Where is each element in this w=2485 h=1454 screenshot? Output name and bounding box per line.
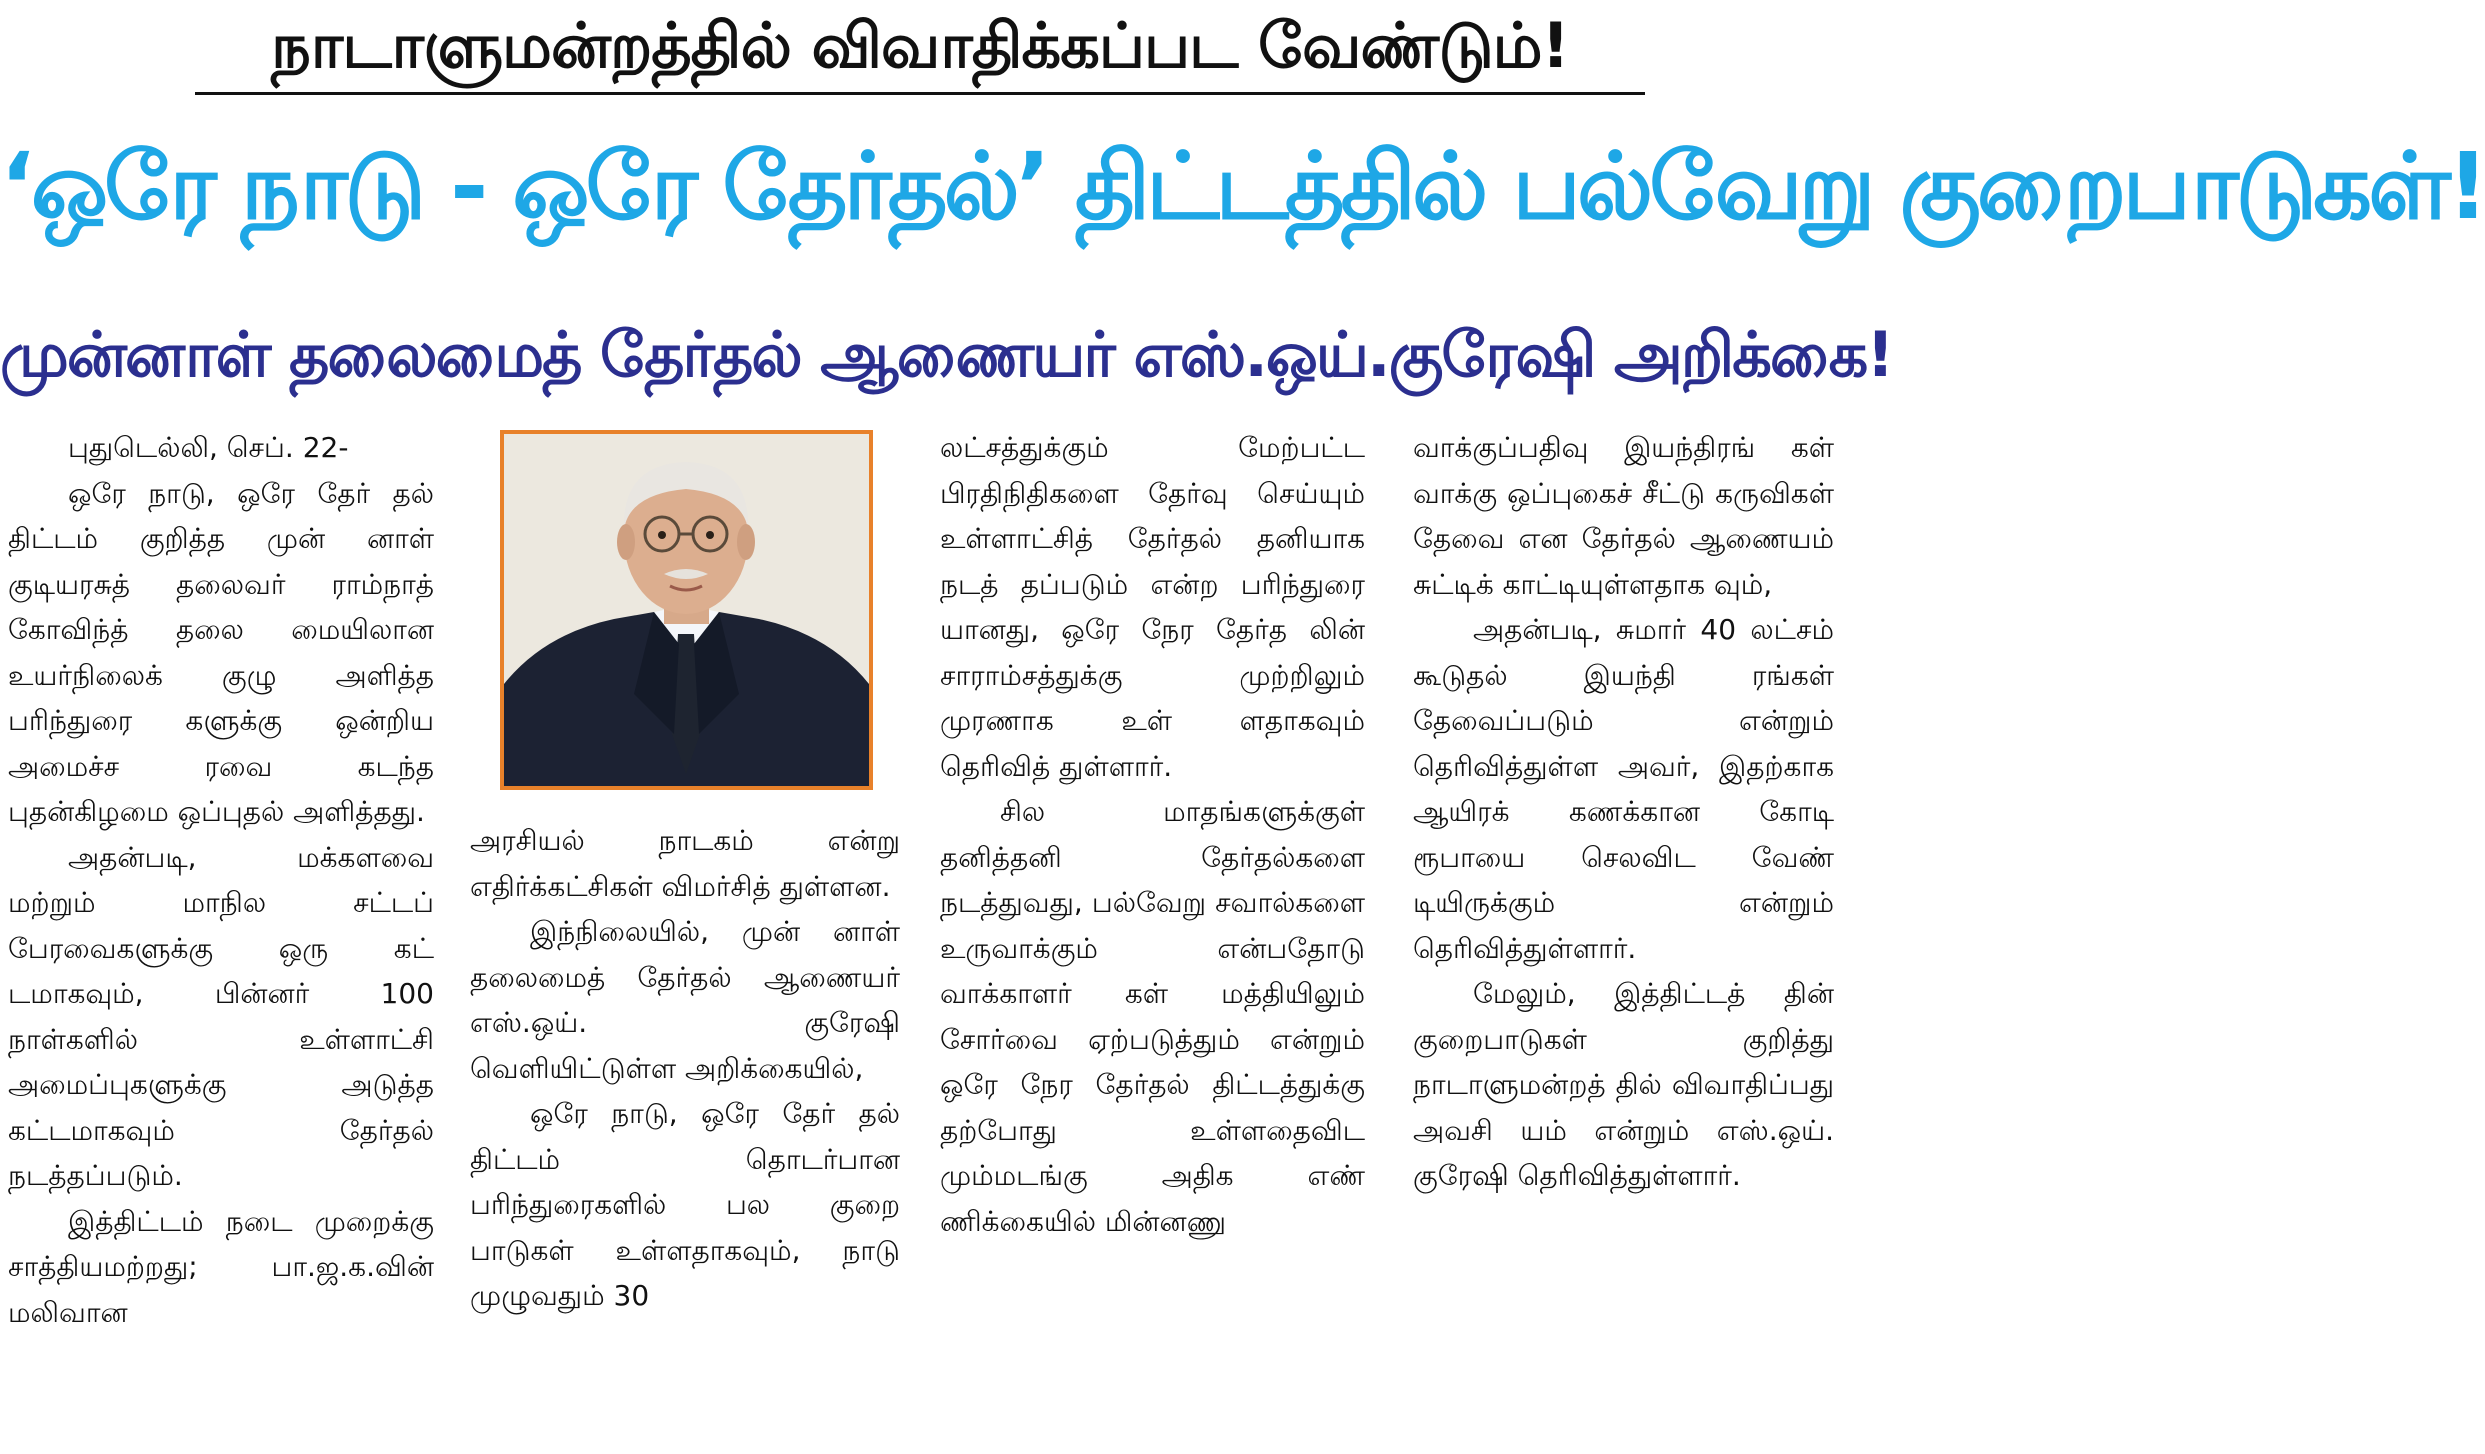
paragraph: மேலும், இத்திட்டத் தின் குறைபாடுகள் குறித்து நாடாளுமன்றத் தில் விவாதிப்பது அவசி யம் என்றும் எஸ்.ஒய். குரேஷி தெரிவித்துள்ளார். <box>1413 977 1834 1192</box>
paragraph: அதன்படி, மக்களவை மற்றும் மாநில சட்டப் பேரவைகளுக்கு ஒரு கட் டமாகவும், பின்னர் 100 நாள்களில் உள்ளாட்சி அமைப்புகளுக்கு அடுத்த கட்டமாகவும் தேர்தல் நடத்தப்படும். <box>8 840 434 1192</box>
main-headline: ‘ஒரே நாடு - ஒரே தேர்தல்’ திட்டத்தில் பல்வேறு குறைபாடுகள்! <box>0 133 2485 240</box>
article-column-2 <box>470 818 900 1319</box>
article-column-3 <box>940 425 1365 1244</box>
paragraph: அரசியல் நாடகம் என்று எதிர்க்கட்சிகள் விமர்சித் துள்ளன. <box>470 824 900 903</box>
dateline: புதுடெல்லி, செப். 22- <box>68 431 349 464</box>
portrait-illustration <box>504 434 869 786</box>
paragraph: லட்சத்துக்கும் மேற்பட்ட பிரதிநிதிகளை தேர்வு செய்யும் உள்ளாட்சித் தேர்தல் தனியாக நடத் தப்படும் என்ற பரிந்துரை யானது, ஒரே நேர தேர்த லின் சாராம்சத்துக்கு முற்றிலும் முரணாக உள் ளதாகவும் தெரிவித் துள்ளார். <box>940 431 1365 783</box>
kicker-underline <box>195 92 1645 95</box>
portrait-photo <box>500 430 873 790</box>
paragraph: இத்திட்டம் நடை முறைக்கு சாத்தியமற்றது; பா.ஜ.க.வின் மலிவான <box>8 1204 434 1329</box>
kicker-heading: நாடாளுமன்றத்தில் விவாதிக்கப்பட வேண்டும்! <box>271 9 1569 82</box>
subheadline: முன்னாள் தலைமைத் தேர்தல் ஆணையர் எஸ்.ஒய்.குரேஷி அறிக்கை! <box>0 318 1893 391</box>
paragraph: சில மாதங்களுக்குள் தனித்தனி தேர்தல்களை நடத்துவது, பல்வேறு சவால்களை உருவாக்கும் என்பதோடு வாக்காளர் கள் மத்தியிலும் சோர்வை ஏற்படுத்தும் என்றும் ஒரே நேர தேர்தல் திட்டத்துக்கு தற்போது உள்ளதைவிட மும்மடங்கு அதிக எண் ணிக்கையில் மின்னணு <box>940 795 1365 1238</box>
paragraph: ஒரே நாடு, ஒரே தேர் தல் திட்டம் தொடர்பான பரிந்துரைகளில் பல குறை பாடுகள் உள்ளதாகவும், நாடு முழுவதும் 30 <box>470 1097 900 1312</box>
paragraph: வாக்குப்பதிவு இயந்திரங் கள் வாக்கு ஒப்புகைச் சீட்டு கருவிகள் தேவை என தேர்தல் ஆணையம் சுட்டிக் காட்டியுள்ளதாக வும், <box>1413 431 1834 601</box>
paragraph: ஒரே நாடு, ஒரே தேர் தல் திட்டம் குறித்த முன் னாள் குடியரசுத் தலைவர் ராம்நாத் கோவிந்த் தலை மையிலான உயர்நிலைக் குழு அளித்த பரிந்துரை களுக்கு ஒன்றிய அமைச்ச ரவை கடந்த புதன்கிழமை ஒப்புதல் அளித்தது. <box>8 476 434 828</box>
article-column-1 <box>8 425 434 1335</box>
paragraph: இந்நிலையில், முன் னாள் தலைமைத் தேர்தல் ஆணையர் எஸ்.ஒய். குரேஷி வெளியிட்டுள்ள அறிக்கையில், <box>470 915 900 1085</box>
article-column-4 <box>1413 425 1834 1199</box>
paragraph: அதன்படி, சுமார் 40 லட்சம் கூடுதல் இயந்தி ரங்கள் தேவைப்படும் என்றும் தெரிவித்துள்ள அவர், இதற்காக ஆயிரக் கணக்கான கோடி ரூபாயை செலவிட வேண் டியிருக்கும் என்றும் தெரிவித்துள்ளார். <box>1413 613 1834 965</box>
